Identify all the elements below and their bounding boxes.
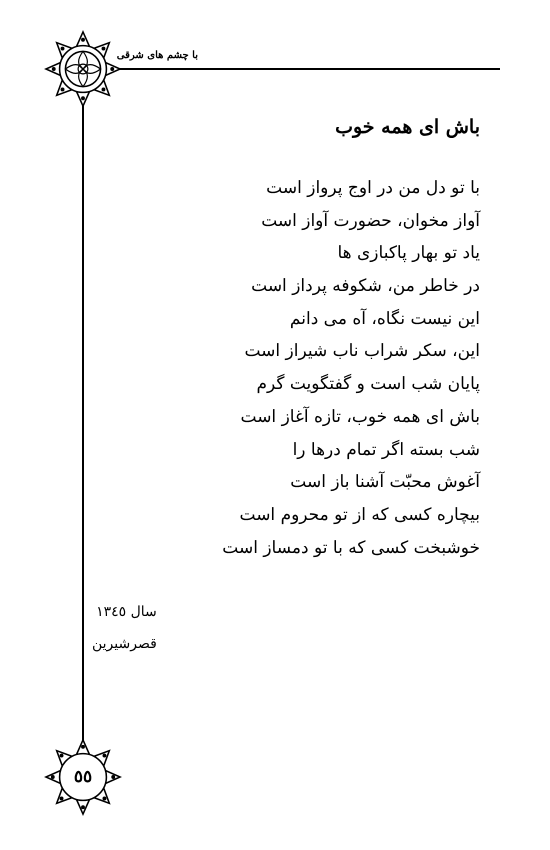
header-rule xyxy=(110,68,500,70)
poem-line: بیچاره کسی که از تو محروم است xyxy=(239,504,480,525)
poem-title: باش ای همه خوب xyxy=(335,116,480,138)
poem-line: آغوش محبّت آشنا باز است xyxy=(290,472,480,493)
poem-line: آواز مخوان، حضورت آواز است xyxy=(261,210,480,231)
colophon-place: قصرشیرین xyxy=(92,636,157,652)
running-header-title: با چشم های شرقی xyxy=(116,50,198,61)
poem-line: این نیست نگاه، آه می دانم xyxy=(289,308,480,329)
poem-line: باش ای همه خوب، تازه آغاز است xyxy=(240,406,480,427)
poem-line: این، سکر شراب ناب شیراز است xyxy=(244,341,480,362)
poem-line: پایان شب است و گفتگویت گرم xyxy=(256,374,480,395)
poem-line: یاد تو بهار پاکبازی ها xyxy=(337,243,480,264)
poem-line: با تو دل من در اوج پرواز است xyxy=(266,178,480,198)
poem-line: خوشبخت کسی که با تو دمساز است xyxy=(222,537,480,558)
page-number: ٥٥ xyxy=(73,767,93,787)
poem-line: شب بسته اگر تمام درها را xyxy=(292,439,480,460)
colophon-year: سال ۱۳٤٥ xyxy=(96,604,157,620)
margin-rule xyxy=(82,96,84,756)
colophon xyxy=(92,596,157,660)
rosette-ornament-icon xyxy=(44,30,122,108)
poem-line: در خاطر من، شکوفه پرداز است xyxy=(251,276,480,297)
poem-body xyxy=(222,172,480,564)
